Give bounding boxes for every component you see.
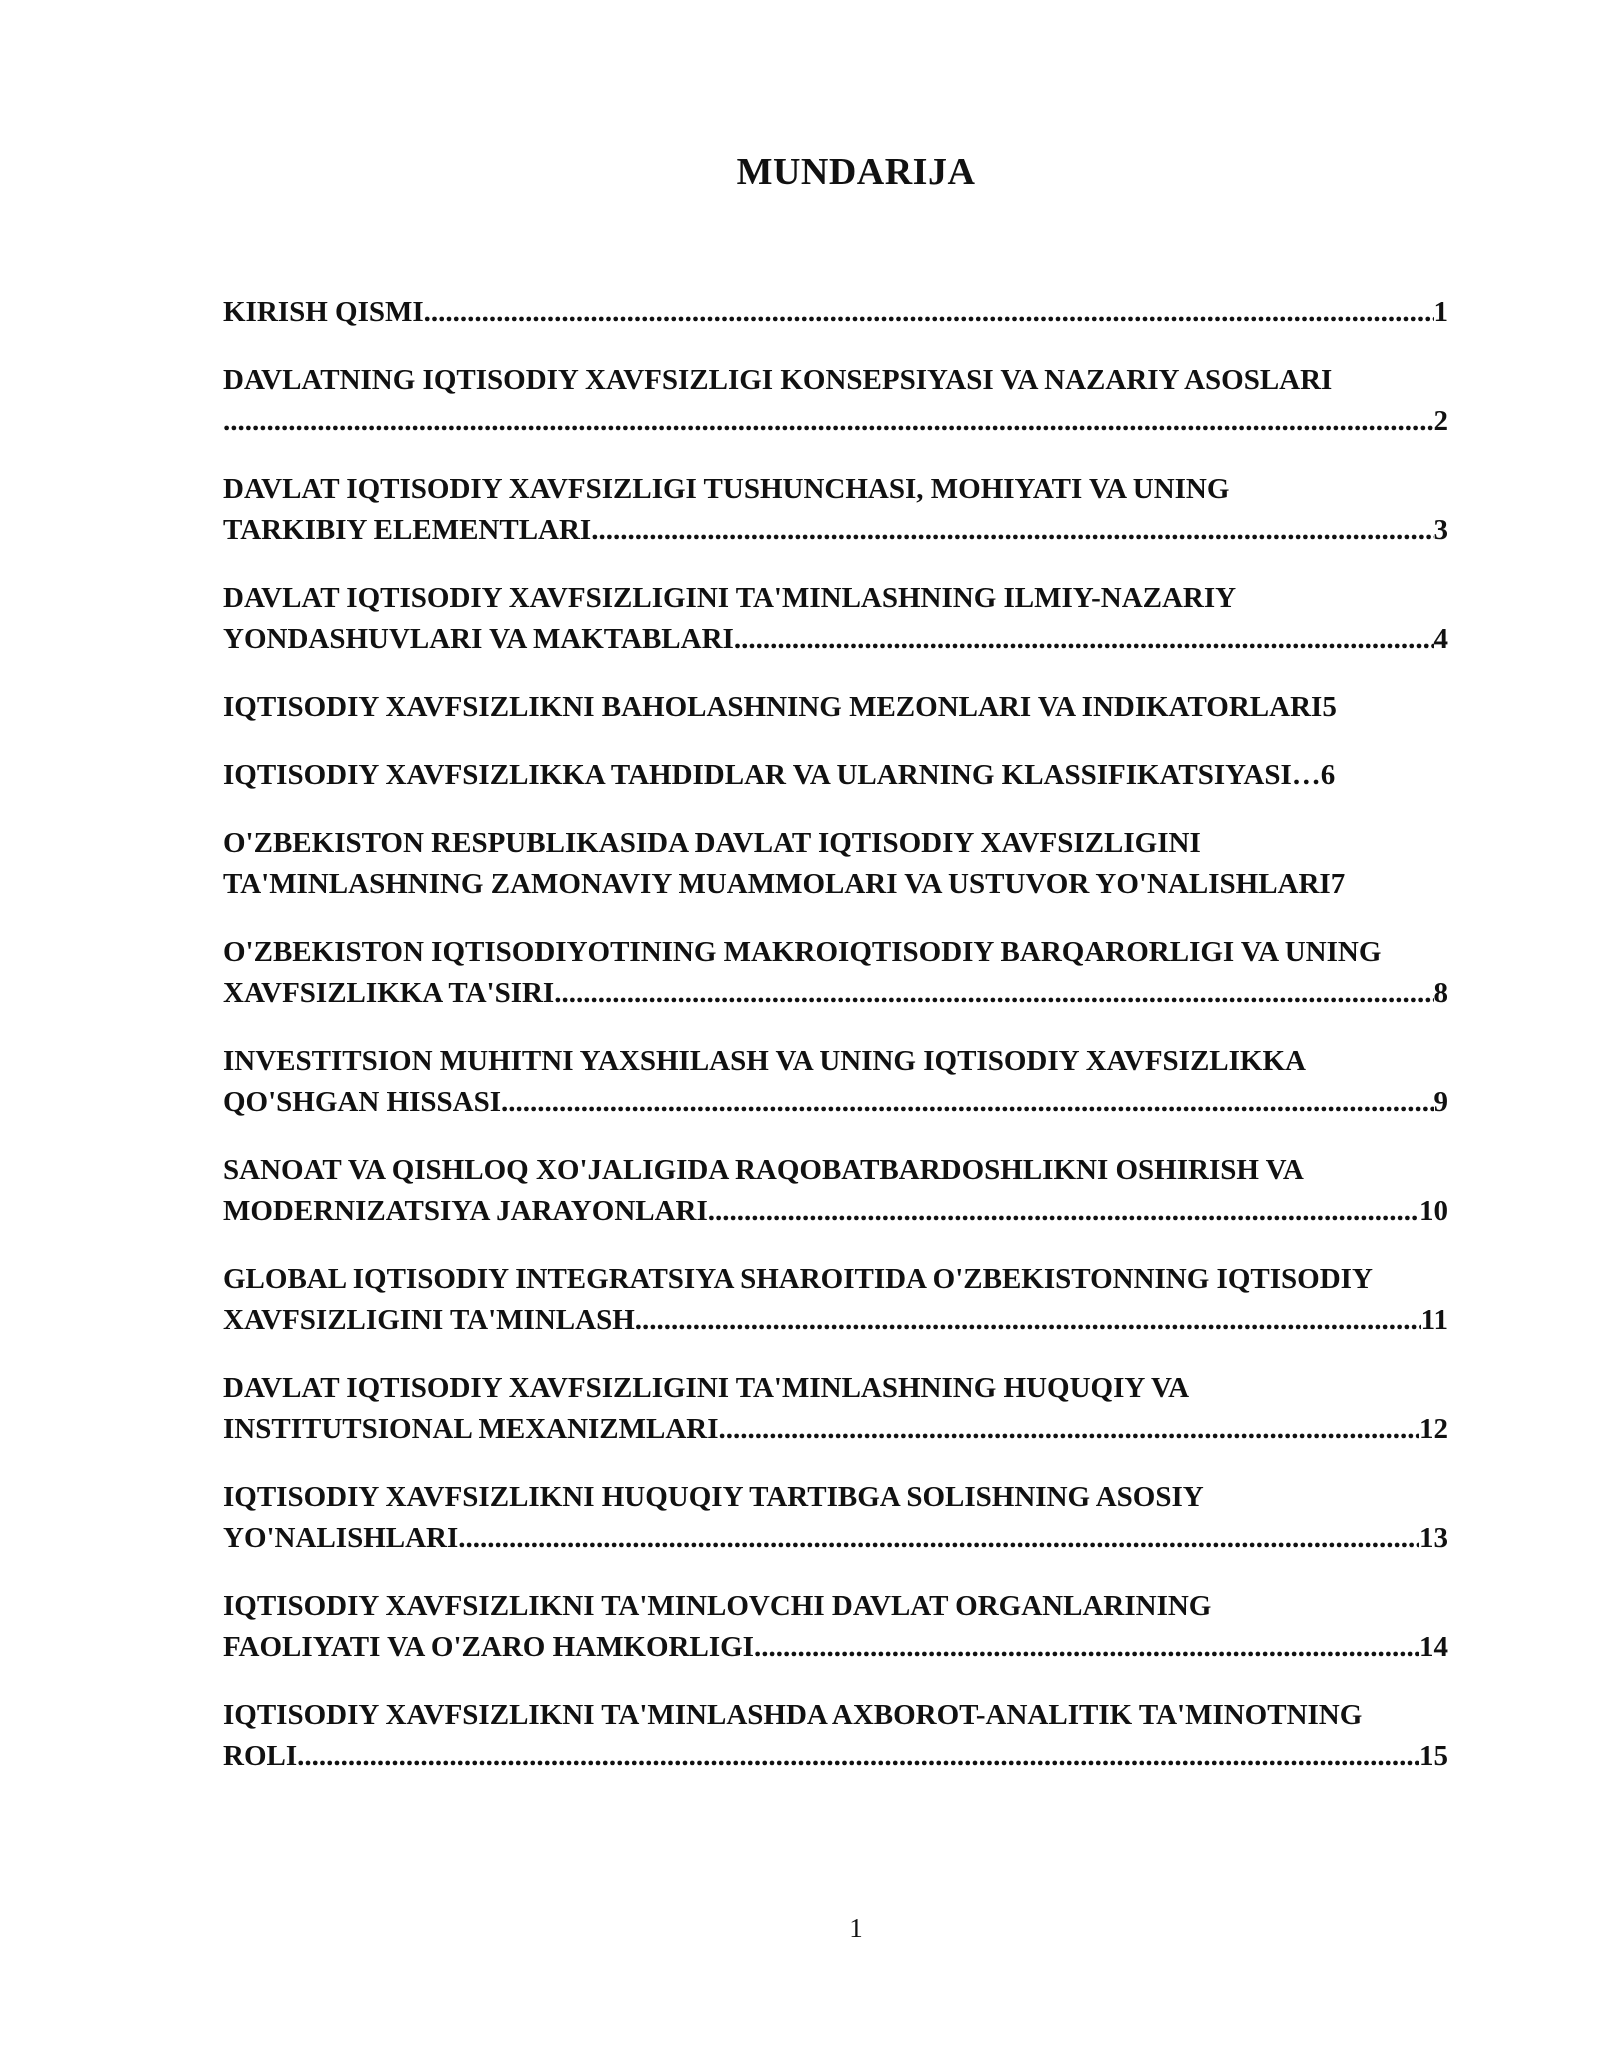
toc-entry-title-line: DAVLAT IQTISODIY XAVFSIZLIGINI TA'MINLASHNING HUQUQIY VA <box>223 1372 1190 1404</box>
toc-entry-title-line: O'ZBEKISTON IQTISODIYOTINING MAKROIQTISODIY BARQARORLIGI VA UNING <box>223 936 1382 968</box>
dot-leader <box>458 1518 1419 1559</box>
toc-page-number: 8 <box>1433 977 1448 1009</box>
toc-entry-last-line <box>223 973 1448 1014</box>
toc-entry-title-line: DAVLAT IQTISODIY XAVFSIZLIGINI TA'MINLASHNING ILMIY-NAZARIY <box>223 582 1237 614</box>
toc-entry-last-line <box>223 1300 1448 1341</box>
toc-entry-title-line: GLOBAL IQTISODIY INTEGRATSIYA SHAROITIDA O'ZBEKISTONNING IQTISODIY <box>223 1263 1373 1295</box>
toc-entry-last-line <box>223 1736 1448 1777</box>
toc-entry-title-line: TARKIBIY ELEMENTLARI <box>223 514 592 546</box>
dot-leader <box>223 401 1434 442</box>
toc-entry-last-line <box>223 619 1448 660</box>
toc-page-number: 15 <box>1419 1740 1448 1772</box>
toc-entry-title-line: QO'SHGAN HISSASI <box>223 1086 502 1118</box>
toc-entry[interactable] <box>223 292 1448 333</box>
toc-entry-title-line: YONDASHUVLARI VA MAKTABLARI <box>223 623 734 655</box>
dot-leader <box>501 1082 1433 1123</box>
toc-page-number: 7 <box>1330 868 1346 900</box>
table-of-contents <box>223 292 1448 1804</box>
toc-entry[interactable] <box>223 1477 1448 1559</box>
dot-leader <box>708 1191 1419 1232</box>
toc-entry[interactable] <box>223 1586 1448 1668</box>
toc-entry-last-line <box>223 1627 1448 1668</box>
toc-page-number: 13 <box>1419 1522 1448 1554</box>
toc-entry-last-line <box>223 1191 1448 1232</box>
toc-entry-title-line: KIRISH QISMI <box>223 296 424 328</box>
toc-entry-last-line <box>223 864 1488 905</box>
toc-page-number: 1 <box>1433 296 1448 328</box>
toc-entry-title-line: IQTISODIY XAVFSIZLIKNI HUQUQIY TARTIBGA SOLISHNING ASOSIY <box>223 1481 1204 1513</box>
toc-entry-title-line: YO'NALISHLARI <box>223 1522 459 1554</box>
toc-page-number: 4 <box>1433 623 1448 655</box>
toc-entry-last-line <box>223 292 1448 333</box>
toc-page-number: 5 <box>1322 691 1337 723</box>
toc-entry[interactable] <box>223 1041 1448 1123</box>
toc-entry-title-line: TA'MINLASHNING ZAMONAVIY MUAMMOLARI VA USTUVOR YO'NALISHLARI <box>223 868 1331 900</box>
toc-entry-title-line: FAOLIYATI VA O'ZARO HAMKORLIGI <box>223 1631 754 1663</box>
toc-entry[interactable] <box>223 360 1448 442</box>
toc-entry-title-line: ROLI <box>223 1740 298 1772</box>
toc-entry[interactable] <box>223 755 1448 796</box>
toc-entry[interactable] <box>223 578 1448 660</box>
dot-leader <box>635 1300 1421 1341</box>
dot-leader <box>734 619 1434 660</box>
toc-page-number: 10 <box>1419 1195 1448 1227</box>
dot-leader <box>554 973 1433 1014</box>
toc-entry[interactable] <box>223 469 1448 551</box>
toc-page-number: 14 <box>1419 1631 1448 1663</box>
dot-leader <box>591 510 1433 551</box>
toc-entry-last-line <box>223 755 1488 796</box>
toc-entry[interactable] <box>223 932 1448 1014</box>
toc-entry-title-line: XAVFSIZLIGINI TA'MINLASH <box>223 1304 635 1336</box>
toc-entry-title-line: IQTISODIY XAVFSIZLIKNI BAHOLASHNING MEZONLARI VA INDIKATORLARI <box>223 691 1323 723</box>
toc-entry[interactable] <box>223 1368 1448 1450</box>
toc-entry[interactable] <box>223 1150 1448 1232</box>
dot-leader <box>297 1736 1419 1777</box>
page-title: MUNDARIJA <box>736 151 976 193</box>
dot-leader <box>754 1627 1419 1668</box>
toc-entry-last-line <box>223 1409 1448 1450</box>
toc-entry-last-line <box>223 687 1488 728</box>
dot-leader <box>719 1409 1419 1450</box>
toc-page-number: 2 <box>1433 405 1448 437</box>
toc-entry-title-line: INVESTITSION MUHITNI YAXSHILASH VA UNING IQTISODIY XAVFSIZLIKKA <box>223 1045 1306 1077</box>
toc-entry-last-line <box>223 510 1448 551</box>
toc-entry-title-line: IQTISODIY XAVFSIZLIKNI TA'MINLOVCHI DAVLAT ORGANLARINING <box>223 1590 1212 1622</box>
toc-entry[interactable] <box>223 1695 1448 1777</box>
toc-page-number: 11 <box>1420 1304 1448 1336</box>
toc-entry-title-line: INSTITUTSIONAL MEXANIZMLARI <box>223 1413 719 1445</box>
toc-entry-title-line: SANOAT VA QISHLOQ XO'JALIGIDA RAQOBATBARDOSHLIKNI OSHIRISH VA <box>223 1154 1304 1186</box>
page-number: 1 <box>849 1913 863 1943</box>
toc-entry-last-line <box>223 401 1448 442</box>
toc-entry[interactable] <box>223 823 1448 905</box>
toc-entry[interactable] <box>223 1259 1448 1341</box>
toc-entry-title-line: IQTISODIY XAVFSIZLIKKA TAHDIDLAR VA ULARNING KLASSIFIKATSIYASI… <box>223 759 1321 791</box>
toc-entry-title-line: DAVLAT IQTISODIY XAVFSIZLIGI TUSHUNCHASI, MOHIYATI VA UNING <box>223 473 1230 505</box>
toc-entry-title-line: O'ZBEKISTON RESPUBLIKASIDA DAVLAT IQTISODIY XAVFSIZLIGINI <box>223 827 1201 859</box>
dot-leader <box>424 292 1434 333</box>
toc-entry-last-line <box>223 1518 1448 1559</box>
toc-entry-last-line <box>223 1082 1448 1123</box>
toc-entry[interactable] <box>223 687 1448 728</box>
toc-entry-title-line: XAVFSIZLIKKA TA'SIRI <box>223 977 555 1009</box>
toc-entry-title-line: MODERNIZATSIYA JARAYONLARI <box>223 1195 708 1227</box>
toc-page-number: 12 <box>1419 1413 1448 1445</box>
toc-page-number: 6 <box>1320 759 1336 791</box>
toc-entry-title-line: DAVLATNING IQTISODIY XAVFSIZLIGI KONSEPSIYASI VA NAZARIY ASOSLARI <box>223 364 1333 396</box>
toc-entry-title-line: IQTISODIY XAVFSIZLIKNI TA'MINLASHDA AXBOROT-ANALITIK TA'MINOTNING <box>223 1699 1363 1731</box>
toc-page-number: 9 <box>1433 1086 1448 1118</box>
toc-page-number: 3 <box>1433 514 1448 546</box>
